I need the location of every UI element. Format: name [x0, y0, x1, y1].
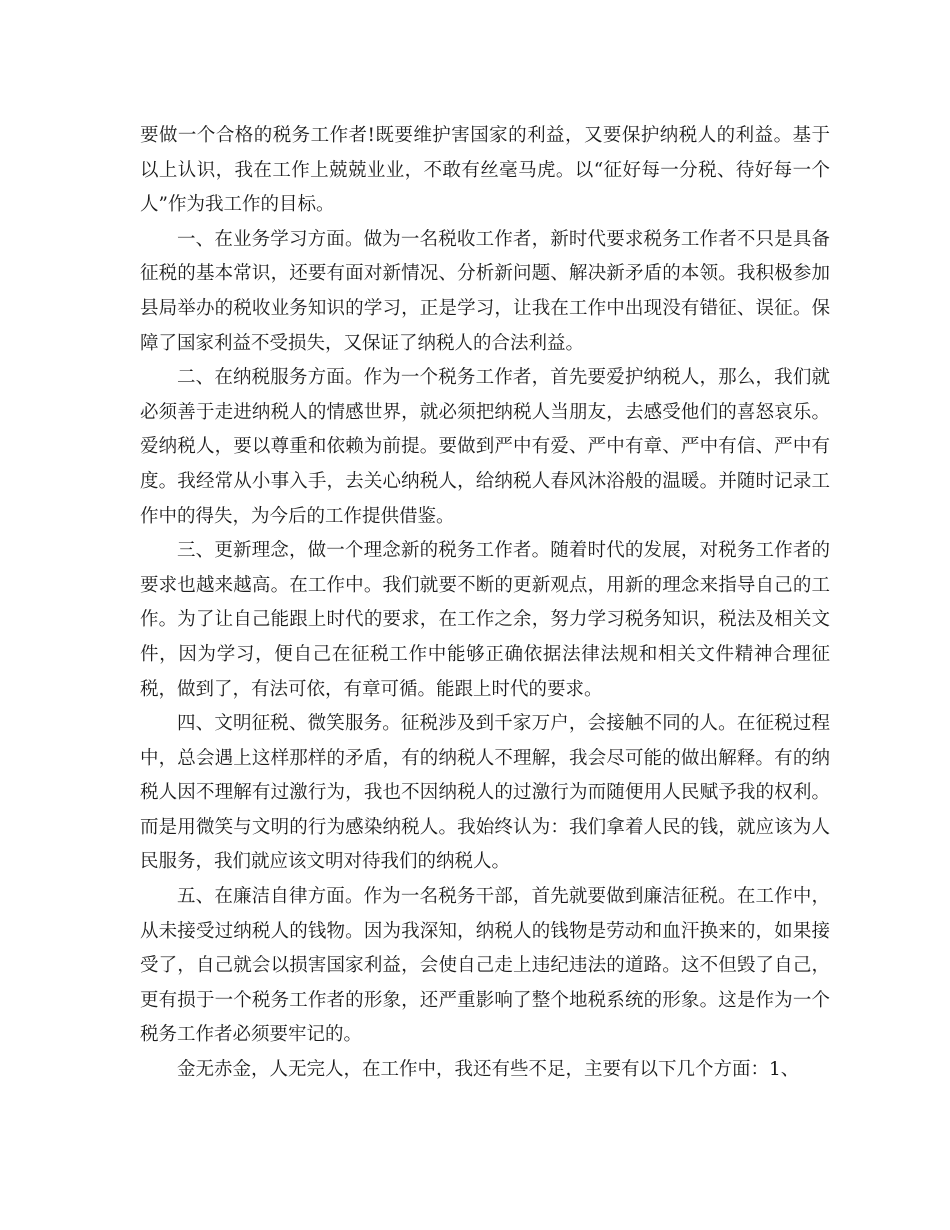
paragraph-integrity: 五、在廉洁自律方面。作为一名税务干部，首先就要做到廉洁征税。在工作中，从未接受过纳税人的钱物。因为我深知，纳税人的钱物是劳动和血汗换来的，如果接受了，自己就会以损害国家利益，会使自己走上违纪违法的道路。这不但毁了自己，更有损于一个税务工作者的形象，还严重影响了整个地税系统的形象。这是作为一个税务工作者必须要牢记的。: [140, 886, 830, 1046]
paragraph-civil-taxation: 四、文明征税、微笑服务。征税涉及到千家万户，会接触不同的人。在征税过程中，总会遇上这样那样的矛盾，有的纳税人不理解，我会尽可能的做出解释。有的纳税人因不理解有过激行为，我也不因纳税人的过激行为而随便用人民赋予我的权利。而是用微笑与文明的行为感染纳税人。我始终认为：我们拿着人民的钱，就应该为人民服务，我们就应该文明对待我们的纳税人。: [140, 713, 830, 873]
paragraph-new-concepts: 三、更新理念，做一个理念新的税务工作者。随着时代的发展，对税务工作者的要求也越来越高。在工作中。我们就要不断的更新观点，用新的理念来指导自己的工作。为了让自己能跟上时代的要求，在工作之余，努力学习税务知识，税法及相关文件，因为学习，便自己在征税工作中能够正确依据法律法规和相关文件精神合理征税，做到了，有法可依，有章可循。能跟上时代的要求。: [140, 540, 830, 700]
paragraph-business-study: 一、在业务学习方面。做为一名税收工作者，新时代要求税务工作者不只是具备征税的基本常识，还要有面对新情况、分析新问题、解决新矛盾的本领。我积极参加县局举办的税收业务知识的学习，正是学习，让我在工作中出现没有错征、误征。保障了国家利益不受损失，又保证了纳税人的合法利益。: [140, 228, 830, 354]
paragraph-shortcomings: 金无赤金，人无完人，在工作中，我还有些不足，主要有以下几个方面：1、: [177, 1059, 800, 1081]
paragraph-tax-service: 二、在纳税服务方面。作为一个税务工作者，首先要爱护纳税人，那么，我们就必须善于走进纳税人的情感世界，就必须把纳税人当朋友，去感受他们的喜怒哀乐。爱纳税人，要以尊重和依赖为前提。要做到严中有爱、严中有章、严中有信、严中有度。我经常从小事入手，去关心纳税人，给纳税人春风沐浴般的温暖。并随时记录工作中的得失，为今后的工作提供借鉴。: [140, 367, 830, 527]
paragraph-intro: 要做一个合格的税务工作者!既要维护害国家的利益，又要保护纳税人的利益。基于以上认识，我在工作上兢兢业业，不敢有丝毫马虎。以“征好每一分税、待好每一个人”作为我工作的目标。: [140, 125, 830, 216]
document-body: [140, 119, 830, 1088]
